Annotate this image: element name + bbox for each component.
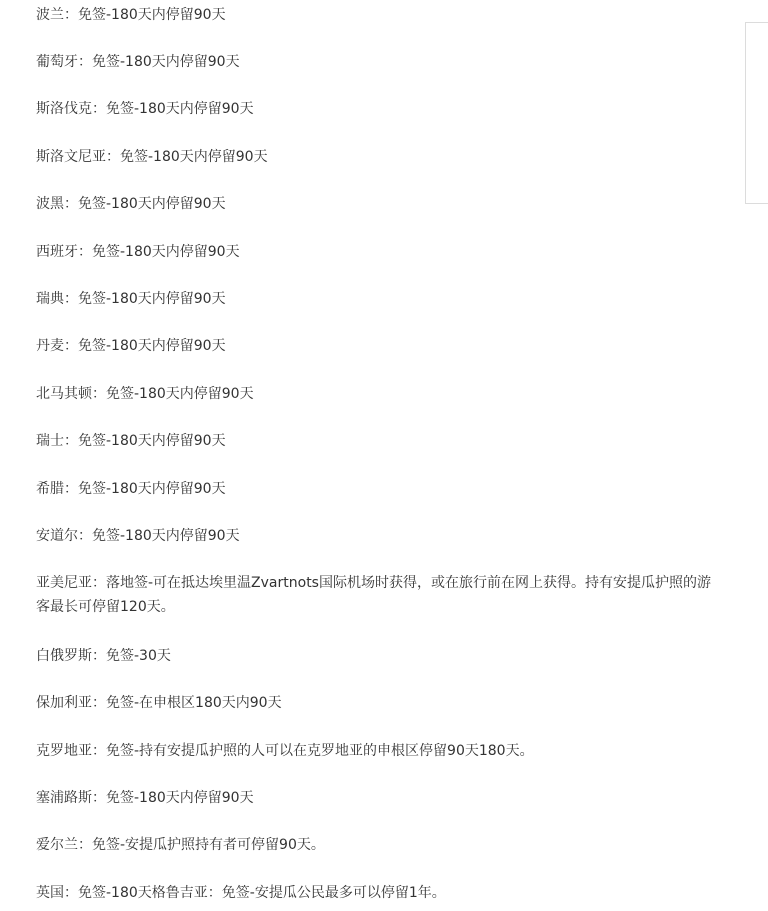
- paragraph-andorra: 安道尔：免签-180天内停留90天: [36, 528, 240, 544]
- paragraph-greece: 希腊：免签-180天内停留90天: [36, 481, 226, 497]
- paragraph-poland: 波兰：免签-180天内停留90天: [36, 7, 226, 23]
- paragraph-uk-georgia: 英国：免签-180天格鲁吉亚：免签-安提瓜公民最多可以停留1年。: [36, 885, 446, 901]
- paragraph-sweden: 瑞典：免签-180天内停留90天: [36, 291, 226, 307]
- paragraph-denmark: 丹麦：免签-180天内停留90天: [36, 338, 226, 354]
- paragraph-bosnia: 波黑：免签-180天内停留90天: [36, 196, 226, 212]
- side-floating-panel: [745, 22, 768, 204]
- paragraph-north-macedonia: 北马其顿：免签-180天内停留90天: [36, 386, 254, 402]
- paragraph-switzerland: 瑞士：免签-180天内停留90天: [36, 433, 226, 449]
- paragraph-croatia: 克罗地亚：免签-持有安提瓜护照的人可以在克罗地亚的申根区停留90天180天。: [36, 743, 534, 759]
- paragraph-bulgaria: 保加利亚：免签-在申根区180天内90天: [36, 695, 282, 711]
- paragraph-slovenia: 斯洛文尼亚：免签-180天内停留90天: [36, 149, 268, 165]
- paragraph-belarus: 白俄罗斯：免签-30天: [36, 648, 171, 664]
- paragraph-slovakia: 斯洛伐克：免签-180天内停留90天: [36, 101, 254, 117]
- paragraph-cyprus: 塞浦路斯：免签-180天内停留90天: [36, 790, 254, 806]
- paragraph-portugal: 葡萄牙：免签-180天内停留90天: [36, 54, 240, 70]
- paragraph-ireland: 爱尔兰：免签-安提瓜护照持有者可停留90天。: [36, 837, 325, 853]
- paragraph-armenia: 亚美尼亚：落地签-可在抵达埃里温Zvartnots国际机场时获得，或在旅行前在网上获得。持有安提瓜护照的游客最长可停留120天。: [36, 575, 711, 615]
- paragraph-spain: 西班牙：免签-180天内停留90天: [36, 244, 240, 260]
